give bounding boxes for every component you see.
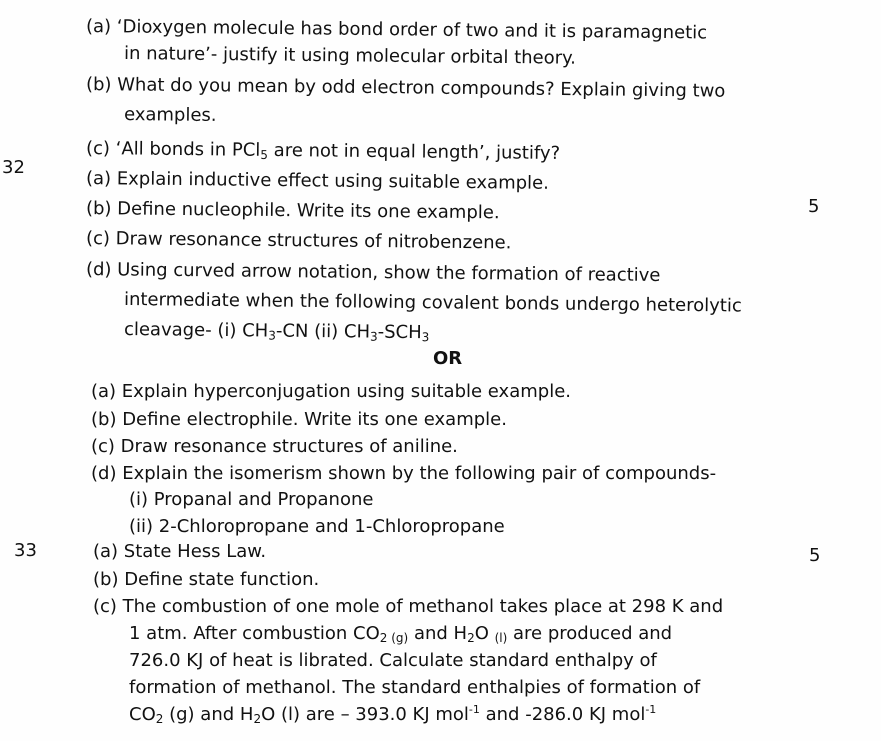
q33-part-c-line1: (c) The combustion of one mole of methanol takes place at 298 K and <box>93 596 724 617</box>
or-separator: OR <box>433 348 463 369</box>
q32-part-d-line1: (d) Using curved arrow notation, show the formation of reactive <box>85 259 661 287</box>
q31-part-b-line2: examples. <box>123 104 217 126</box>
marks-32: 5 <box>808 196 820 217</box>
q32-alt-part-d: (d) Explain the isomerism shown by the following pair of compounds- <box>91 463 717 484</box>
q32-alt-part-d-i: (i) Propanal and Propanone <box>129 489 374 510</box>
q33-part-a: (a) State Hess Law. <box>93 541 267 562</box>
q31-part-c: (c) ‘All bonds in PCl$_5$ are not in equal length’, justify? <box>85 138 561 164</box>
q32-part-c: (c) Draw resonance structures of nitrobenzene. <box>85 228 512 254</box>
q32-alt-part-c: (c) Draw resonance structures of aniline. <box>91 436 458 457</box>
q32-part-a: (a) Explain inductive effect using suitable example. <box>85 168 550 194</box>
q33-part-c-line5: $CO_2$ (g) and $H_2O$ (l) are – 393.0 KJ mol$^{-1}$ and -286.0 KJ mol$^{-1}$ <box>129 703 657 726</box>
q31-part-a-line2: in nature’- justify it using molecular orbital theory. <box>123 43 577 69</box>
q32-alt-part-a: (a) Explain hyperconjugation using suitable example. <box>91 381 571 402</box>
q31-part-a-line1: (a) ‘Dioxygen molecule has bond order of two and it is paramagnetic <box>85 16 708 44</box>
q32-alt-part-b: (b) Define electrophile. Write its one example. <box>91 409 507 430</box>
question-number-32: 32 <box>2 157 25 178</box>
marks-33: 5 <box>809 545 821 566</box>
q32-part-d-line3: cleavage- (i) $CH_3-CN$ (ii) $CH_3-SCH_3$ <box>123 319 430 345</box>
question-number-33: 33 <box>14 540 37 561</box>
q32-alt-part-d-ii: (ii) 2-Chloropropane and 1-Chloropropane <box>129 516 505 537</box>
q31-part-b-line1: (b) What do you mean by odd electron compounds? Explain giving two <box>85 74 726 102</box>
q33-part-b: (b) Define state function. <box>93 569 320 590</box>
q33-part-c-line3: 726.0 KJ of heat is librated. Calculate standard enthalpy of <box>129 650 657 671</box>
q32-part-d-line2: intermediate when the following covalent bonds undergo heterolytic <box>123 289 742 317</box>
q33-part-c-line4: formation of methanol. The standard enthalpies of formation of <box>129 677 701 698</box>
q33-part-c-line2: 1 atm. After combustion $CO_{2 (g)}$ and $H_2O$ $_{(l)}$ are produced and <box>129 623 673 645</box>
q32-part-b: (b) Define nucleophile. Write its one example. <box>85 198 500 224</box>
